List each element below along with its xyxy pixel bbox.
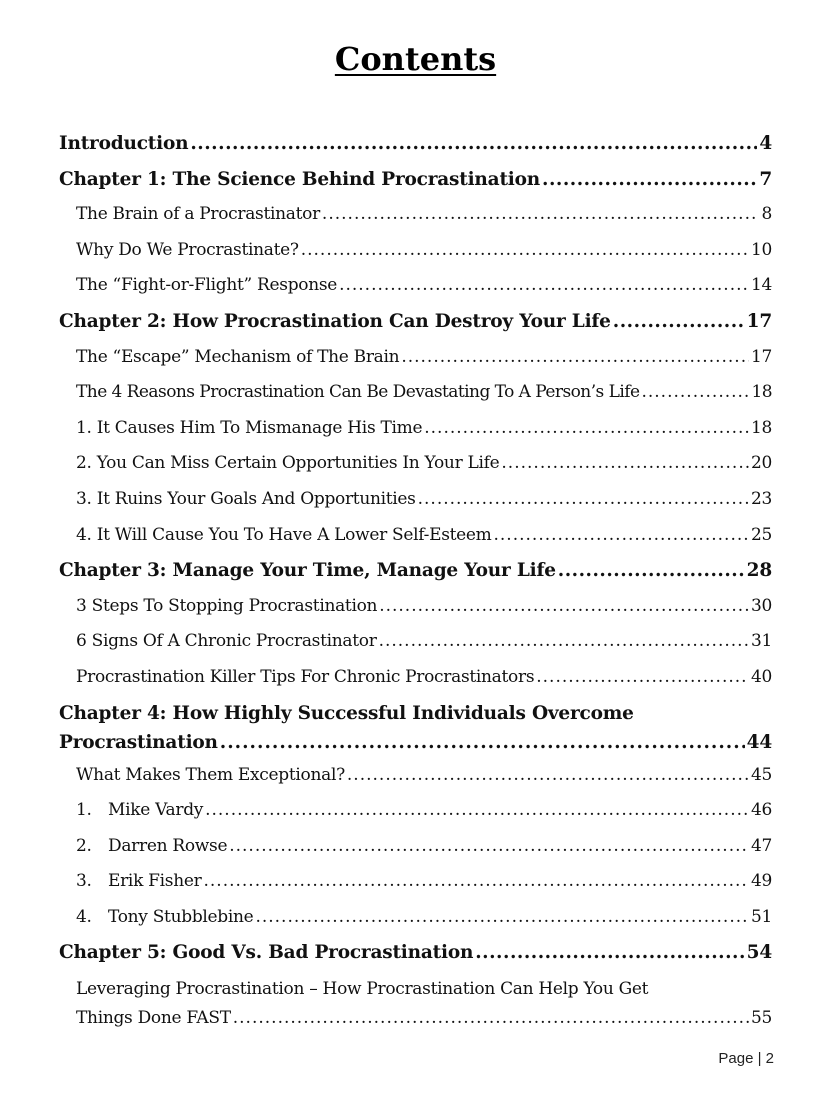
toc-entry-page: 20 <box>750 453 772 474</box>
toc-entry-label: The 4 Reasons Procrastination Can Be Devastating To A Person’s Life <box>76 382 640 403</box>
dot-leader <box>475 935 744 971</box>
toc-entry-section[interactable] <box>59 446 772 482</box>
list-number: 4. <box>76 906 92 927</box>
dot-leader <box>536 660 749 696</box>
dot-leader <box>641 375 749 411</box>
toc-entry-label: Chapter 1: The Science Behind Procrastination <box>59 168 541 190</box>
toc-entry-page: 51 <box>750 906 772 927</box>
toc-entry-section[interactable] <box>59 340 772 376</box>
toc-entry-section[interactable] <box>59 482 772 518</box>
toc-entry-page: 8 <box>761 204 772 225</box>
dot-leader <box>339 268 749 304</box>
toc-entry-section[interactable] <box>59 197 772 233</box>
toc-entry-section[interactable] <box>59 518 772 554</box>
toc-entry-section[interactable] <box>59 758 772 794</box>
toc-entry-label-line-1: Chapter 4: How Highly Successful Individuals Overcome <box>59 702 634 724</box>
dot-leader <box>558 553 745 589</box>
toc-entry-label: The “Fight-or-Flight” Response <box>76 275 338 296</box>
toc-entry-section[interactable] <box>59 233 772 269</box>
toc-entry-page: 45 <box>750 764 772 785</box>
toc-entry-label: The “Escape” Mechanism of The Brain <box>76 346 400 367</box>
toc-entry-section[interactable] <box>59 660 772 696</box>
toc-entry-section[interactable] <box>59 268 772 304</box>
toc-entry-section[interactable] <box>59 624 772 660</box>
toc-entry-page: 54 <box>746 942 772 964</box>
dot-leader <box>401 340 749 376</box>
toc-entry-label <box>76 829 227 865</box>
toc-entry-page: 10 <box>750 239 772 260</box>
toc-entry-name: Mike Vardy <box>108 800 204 821</box>
toc-entry-page: 28 <box>746 560 772 582</box>
page-number-footer: Page | 2 <box>718 1050 774 1067</box>
toc-entry-label: 1. It Causes Him To Mismanage His Time <box>76 417 423 438</box>
toc-entry-chapter-2[interactable] <box>59 304 772 340</box>
dot-leader <box>220 728 745 758</box>
toc-entry-page: 47 <box>750 835 772 856</box>
toc-entry-chapter-4[interactable] <box>59 696 772 758</box>
toc-entry-page: 44 <box>746 731 772 753</box>
toc-entry-page: 49 <box>750 871 772 892</box>
toc-entry-label: 3 Steps To Stopping Procrastination <box>76 595 378 616</box>
toc-entry-label: Chapter 3: Manage Your Time, Manage Your Life <box>59 560 556 582</box>
dot-leader <box>424 411 749 447</box>
toc-entry-label <box>76 900 253 936</box>
toc-entry-name: Erik Fisher <box>108 871 202 892</box>
toc-entry-page: 7 <box>759 168 772 190</box>
toc-entry-page: 18 <box>751 382 772 403</box>
toc-entry-section[interactable] <box>59 900 772 936</box>
toc-entry-page: 31 <box>750 631 772 652</box>
list-number: 3. <box>76 871 92 892</box>
toc-entry-label: Chapter 2: How Procrastination Can Destroy Your Life <box>59 310 611 332</box>
dot-leader <box>542 162 757 198</box>
dot-leader <box>501 446 749 482</box>
toc-entry-chapter-1[interactable] <box>59 162 772 198</box>
toc-entry-label: Why Do We Procrastinate? <box>76 239 299 260</box>
dot-leader <box>322 197 760 233</box>
toc-entry-label: 4. It Will Cause You To Have A Lower Self-Esteem <box>76 524 492 545</box>
toc-entry-label: 3. It Ruins Your Goals And Opportunities <box>76 488 416 509</box>
dot-leader <box>494 518 749 554</box>
toc-entry-line-2 <box>76 1003 772 1033</box>
toc-entry-label: What Makes Them Exceptional? <box>76 764 345 785</box>
toc-entry-label: The Brain of a Procrastinator <box>76 204 320 225</box>
dot-leader <box>301 233 749 269</box>
dot-leader <box>229 829 749 865</box>
toc-entry-section[interactable] <box>59 375 772 411</box>
dot-leader <box>347 758 749 794</box>
toc-entry-chapter-5[interactable] <box>59 935 772 971</box>
toc-entry-name: Tony Stubblebine <box>108 906 254 927</box>
toc-entry-page: 25 <box>750 524 772 545</box>
dot-leader <box>418 482 749 518</box>
toc-entry-introduction[interactable] <box>59 126 772 162</box>
toc-entry-page: 18 <box>750 417 772 438</box>
toc-entry-name: Darren Rowse <box>108 835 228 856</box>
toc-entry-section[interactable] <box>59 793 772 829</box>
toc-entry-page: 30 <box>750 595 772 616</box>
toc-entry-label: Procrastination Killer Tips For Chronic Procrastinators <box>76 666 535 687</box>
toc-entry-label: Chapter 5: Good Vs. Bad Procrastination <box>59 942 474 964</box>
toc-entry-label: 2. You Can Miss Certain Opportunities In Your Life <box>76 453 500 474</box>
dot-leader <box>203 864 748 900</box>
toc-entry-section[interactable] <box>59 411 772 447</box>
dot-leader <box>205 793 749 829</box>
dot-leader <box>379 624 749 660</box>
toc-entry-page: 14 <box>750 275 772 296</box>
toc-entry-page: 55 <box>750 1008 772 1029</box>
table-of-contents <box>59 126 772 1033</box>
list-number: 1. <box>76 800 92 821</box>
toc-entry-page: 17 <box>746 310 772 332</box>
dot-leader <box>190 126 757 162</box>
toc-entry-page: 46 <box>750 800 772 821</box>
toc-entry-section[interactable] <box>59 971 772 1033</box>
toc-entry-label <box>76 793 203 829</box>
dot-leader <box>255 900 749 936</box>
toc-entry-label-line-1: Leveraging Procrastination – How Procrastination Can Help You Get <box>76 979 649 1000</box>
dot-leader <box>233 1003 749 1033</box>
toc-entry-label-line-2: Things Done FAST <box>76 1008 231 1029</box>
toc-entry-label: 6 Signs Of A Chronic Procrastinator <box>76 631 377 652</box>
toc-entry-line-2 <box>59 728 772 758</box>
toc-entry-page: 40 <box>750 666 772 687</box>
toc-entry-page: 17 <box>750 346 772 367</box>
toc-entry-chapter-3[interactable] <box>59 553 772 589</box>
toc-entry-section[interactable] <box>59 589 772 625</box>
toc-entry-label: Introduction <box>59 133 189 154</box>
list-number: 2. <box>76 835 92 856</box>
toc-entry-page: 4 <box>759 133 772 154</box>
toc-entry-label-line-2: Procrastination <box>59 731 218 753</box>
toc-entry-section[interactable] <box>59 864 772 900</box>
toc-entry-section[interactable] <box>59 829 772 865</box>
toc-entry-label <box>76 864 201 900</box>
dot-leader <box>613 304 745 340</box>
page-title: Contents <box>334 40 497 78</box>
toc-entry-page: 23 <box>750 488 772 509</box>
dot-leader <box>379 589 749 625</box>
